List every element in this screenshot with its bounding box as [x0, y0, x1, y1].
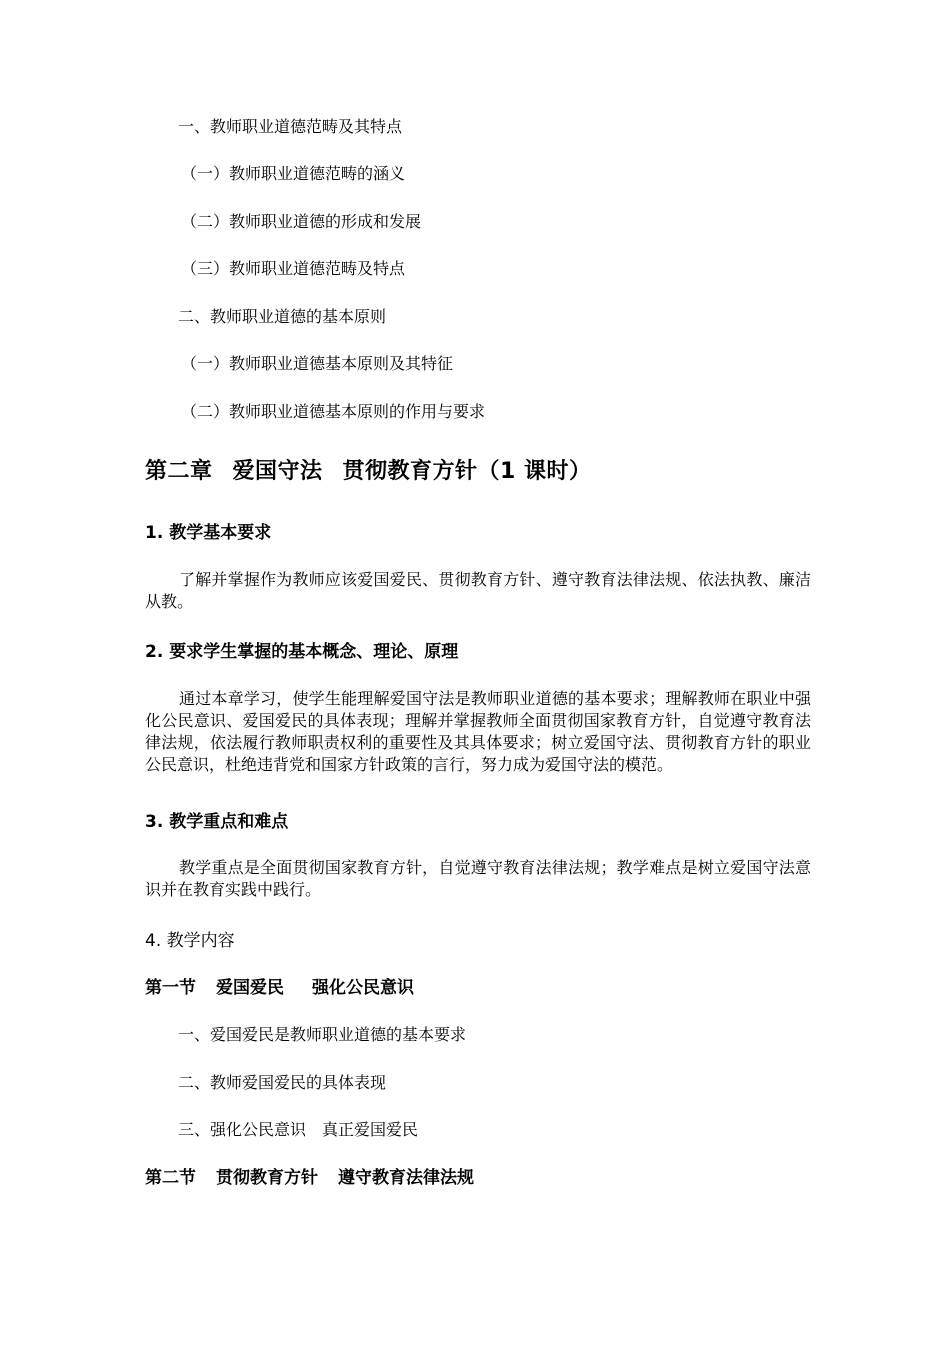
- chapter-title: [145, 458, 592, 486]
- chapter-number: 第二章: [145, 459, 213, 484]
- outline-subitem: （三）教师职业道德范畴及特点: [181, 259, 406, 278]
- concepts-heading: 2. 要求学生掌握的基本概念、理论、原理: [145, 642, 459, 662]
- chapter-title-part-a: 爱国守法: [232, 459, 323, 484]
- section2-label: 第二节: [145, 1168, 196, 1188]
- section2-title: [145, 1167, 474, 1189]
- concepts-paragraph: 通过本章学习，使学生能理解爱国守法是教师职业道德的基本要求；理解教师在职业中强化公民意识、爱国爱民的具体表现；理解并掌握教师全面贯彻国家教育方针，自觉遵守教育法律法规，依法履行教师职责权利的重要性及其具体要求；树立爱国守法、贯彻教育方针的职业公民意识，杜绝违背党和国家方针政策的言行，努力成为爱国守法的模范。: [145, 689, 811, 774]
- outline-subitem: （一）教师职业道德基本原则及其特征: [181, 354, 454, 373]
- section1-label: 第一节: [145, 978, 196, 998]
- chapter-title-part-b: 贯彻教育方针（1 课时）: [342, 459, 592, 484]
- section1-title: [145, 977, 414, 999]
- key-points-heading: 3. 教学重点和难点: [145, 812, 289, 832]
- section1-title-part-a: 爱国爱民: [216, 978, 284, 998]
- outline-item: 一、教师职业道德范畴及其特点: [178, 117, 403, 136]
- requirements-heading: 1. 教学基本要求: [145, 523, 272, 543]
- content-heading: 4. 教学内容: [145, 931, 235, 951]
- key-points-paragraph: 教学重点是全面贯彻国家教育方针，自觉遵守教育法律法规；教学难点是树立爱国守法意识并在教育实践中践行。: [145, 858, 811, 899]
- outline-subitem: （二）教师职业道德基本原则的作用与要求: [181, 402, 486, 421]
- section1-item: 一、爱国爱民是教师职业道德的基本要求: [178, 1025, 467, 1044]
- section2-title-part-b: 遵守教育法律法规: [338, 1168, 474, 1188]
- section1-item: 三、强化公民意识 真正爱国爱民: [178, 1120, 419, 1139]
- section2-title-part-a: 贯彻教育方针: [216, 1168, 318, 1188]
- outline-subitem: （二）教师职业道德的形成和发展: [181, 212, 422, 231]
- requirements-paragraph: 了解并掌握作为教师应该爱国爱民、贯彻教育方针、遵守教育法律法规、依法执教、廉洁从教。: [145, 570, 811, 611]
- section1-title-part-b: 强化公民意识: [312, 978, 414, 998]
- section1-item: 二、教师爱国爱民的具体表现: [178, 1073, 387, 1092]
- outline-item: 二、教师职业道德的基本原则: [178, 307, 387, 326]
- outline-subitem: （一）教师职业道德范畴的涵义: [181, 164, 406, 183]
